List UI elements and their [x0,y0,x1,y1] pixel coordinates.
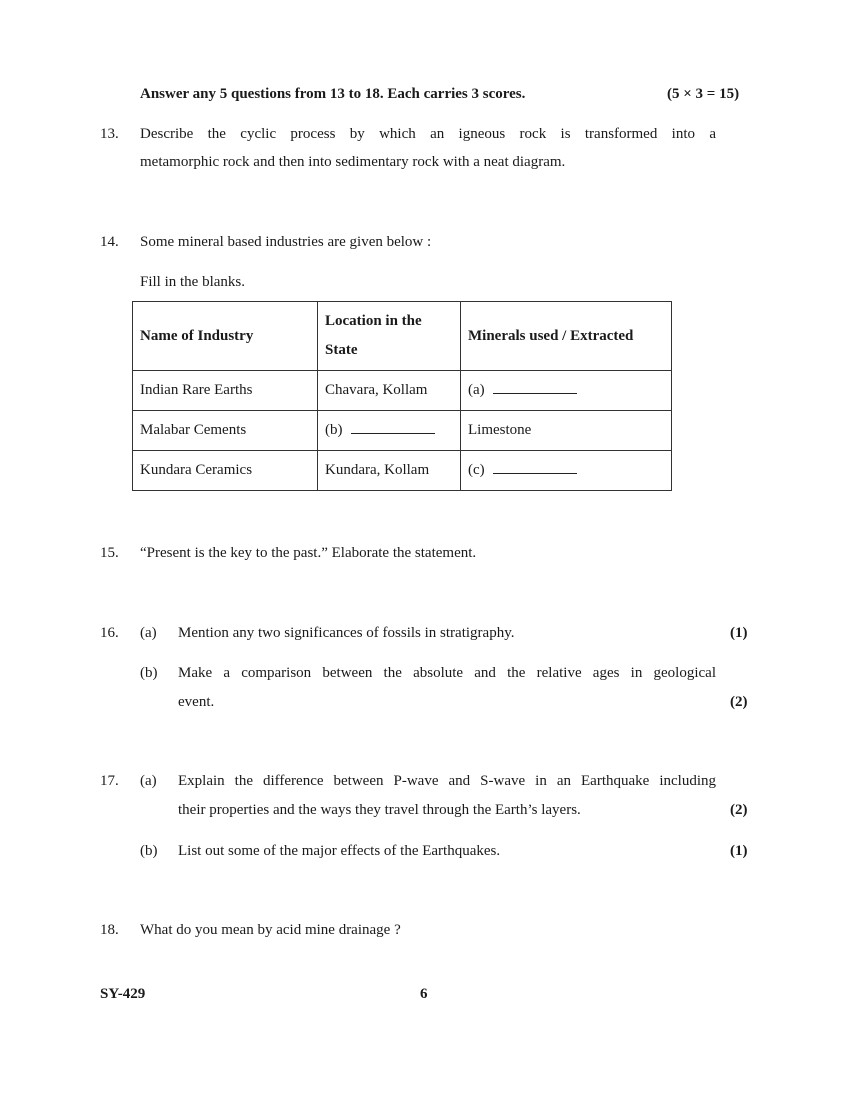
table-header-minerals: Minerals used / Extracted [461,302,672,371]
question-13-number: 13. [100,126,119,142]
fill-blank-line [493,472,577,474]
table-cell-minerals [461,371,672,411]
question-17b-text: List out some of the major effects of the Earthquakes. [178,843,501,859]
question-16b-line-1: Make a comparison between the absolute and the relative ages in geological [178,665,716,681]
table-header-location: Location in the State [318,302,461,371]
question-16a-text: Mention any two significances of fossils in stratigraphy. [178,625,515,641]
page-number: 6 [420,986,428,1002]
table-cell-location: Kundara, Kollam [318,451,461,491]
table-cell-minerals: Limestone [461,411,672,451]
question-17a-line-2: their properties and the ways they travel through the Earth’s layers. [178,802,581,818]
question-15-number: 15. [100,545,119,561]
question-17-number: 17. [100,773,119,789]
question-15-text: “Present is the key to the past.” Elaborate the statement. [140,545,477,561]
industry-table [132,301,672,491]
section-total-score: (5 × 3 = 15) [667,86,740,102]
table-cell-industry: Kundara Ceramics [133,451,318,491]
question-14-number: 14. [100,234,119,250]
blank-label: (c) [468,462,485,478]
question-14-text: Some mineral based industries are given below : [140,234,432,250]
question-17a-label: (a) [140,773,157,789]
question-16a-score: (1) [730,625,748,641]
table-row [133,451,672,491]
question-16b-line-2: event. [178,694,215,710]
question-18-number: 18. [100,922,119,938]
table-row [133,411,672,451]
blank-label: (a) [468,382,485,398]
question-17b-score: (1) [730,843,748,859]
question-17b-label: (b) [140,843,158,859]
question-17a-line-1: Explain the difference between P-wave and S-wave in an Earthquake including [178,773,716,789]
question-16b-score: (2) [730,694,748,710]
question-13-line-1: Describe the cyclic process by which an igneous rock is transformed into a [140,126,716,142]
question-14-fill-instruction: Fill in the blanks. [140,274,245,290]
question-13-line-2: metamorphic rock and then into sedimentary rock with a neat diagram. [140,154,566,170]
table-cell-industry: Malabar Cements [133,411,318,451]
table-header-row [133,302,672,371]
blank-label: (b) [325,422,343,438]
question-16b-label: (b) [140,665,158,681]
fill-blank-line [351,432,435,434]
table-cell-industry: Indian Rare Earths [133,371,318,411]
table-cell-minerals [461,451,672,491]
table-cell-location: Chavara, Kollam [318,371,461,411]
fill-blank-line [493,392,577,394]
question-17a-score: (2) [730,802,748,818]
table-cell-location [318,411,461,451]
question-16-number: 16. [100,625,119,641]
question-18-text: What do you mean by acid mine drainage ? [140,922,401,938]
table-header-industry: Name of Industry [133,302,318,371]
table-row [133,371,672,411]
question-16a-label: (a) [140,625,157,641]
paper-code: SY-429 [100,986,146,1002]
section-instruction: Answer any 5 questions from 13 to 18. Each carries 3 scores. [140,86,526,102]
